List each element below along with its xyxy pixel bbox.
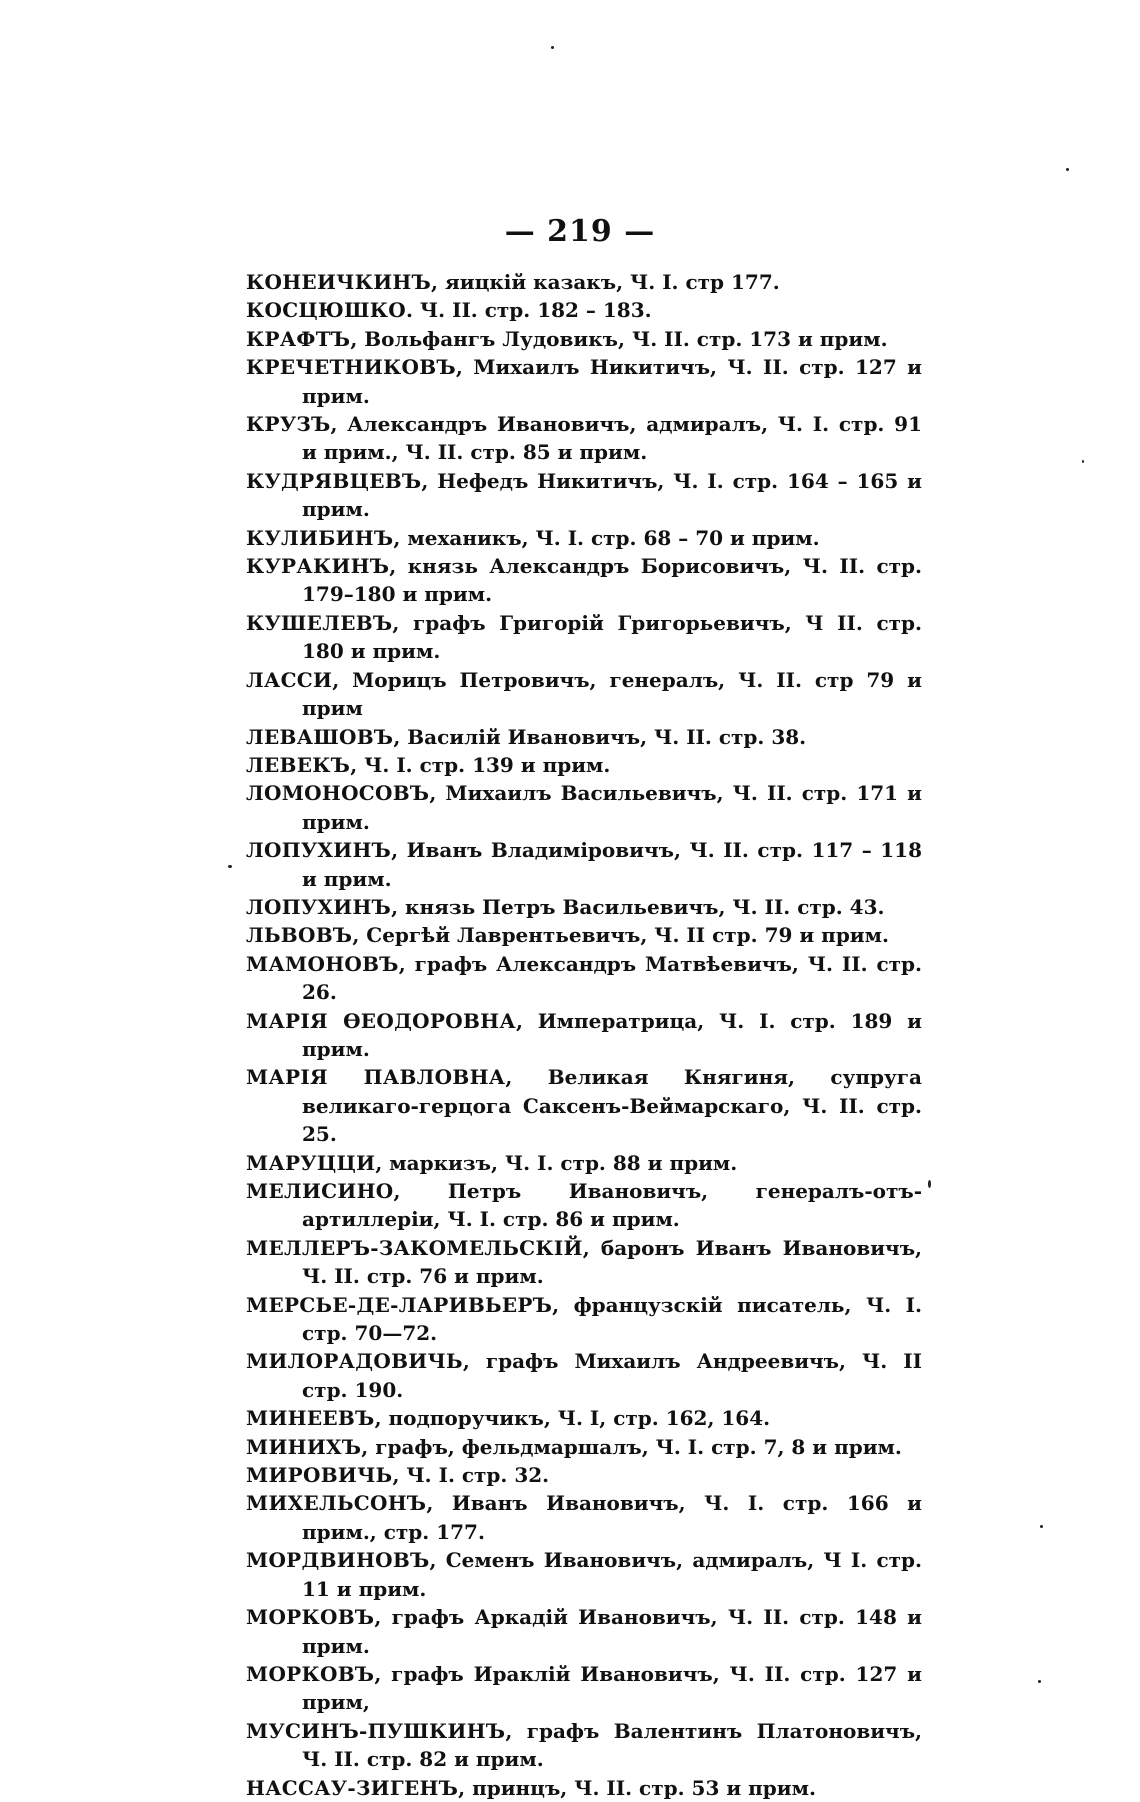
entry-description: , графъ Григорій Григорьевичъ, Ч II. стр. 180 и прим. — [302, 610, 922, 664]
entry-description: , механикъ, Ч. I. стр. 68 – 70 и прим. — [393, 525, 820, 550]
entry-name: КУРАКИНЪ — [246, 554, 390, 579]
entry-name: МУСИНЪ-ПУШКИНЪ — [246, 1718, 506, 1743]
entry-description: , Императрица, Ч. I. стр. 189 и прим. — [302, 1008, 922, 1061]
entry-name: МАМОНОВЪ — [246, 951, 399, 976]
entry-name: МАРІЯ ѲЕОДОРОВНА — [246, 1008, 516, 1033]
entry-name: КУДРЯВЦЕВЪ — [246, 468, 422, 493]
entry-name: ЛОПУХИНЪ — [246, 838, 392, 863]
index-entry — [246, 325, 922, 353]
index-entry — [246, 779, 922, 836]
entry-name: МИХЕЛЬСОНЪ — [246, 1491, 427, 1516]
index-entry — [246, 1660, 922, 1717]
entry-name: МАРІЯ ПАВЛОВНА — [246, 1065, 506, 1090]
entry-name: МИЛОРАДОВИЧЬ — [246, 1349, 463, 1374]
name-index-list — [246, 268, 922, 1802]
index-entry — [246, 552, 922, 609]
index-entry — [246, 353, 922, 410]
index-entry — [246, 1177, 922, 1234]
entry-name: КУШЕЛЕВЪ — [246, 610, 393, 635]
index-entry — [246, 1291, 922, 1348]
entry-name: ЛЕВЕКЪ — [246, 752, 351, 777]
entry-name: ЛАССИ — [246, 667, 333, 692]
entry-name: ЛОМОНОСОВЪ — [246, 781, 430, 806]
entry-description: , Нефедъ Никитичъ, Ч. I. стр. 164 – 165 и прим. — [302, 468, 922, 522]
entry-description: , графъ Михаилъ Андреевичъ, Ч. II стр. 190. — [302, 1349, 922, 1402]
entry-name: КОНЕИЧКИНЪ — [246, 270, 432, 294]
index-entry — [246, 1774, 922, 1802]
index-entry — [246, 296, 922, 324]
entry-description: , графъ Аркадій Ивановичъ, Ч. II. стр. 148 и прим. — [302, 1605, 922, 1658]
entry-description: , французскій писатель, Ч. I. стр. 70—72. — [302, 1292, 922, 1346]
entry-description: , Василій Ивановичъ, Ч. II. стр. 38. — [393, 724, 807, 749]
entry-description: , подпоручикъ, Ч. I, стр. 162, 164. — [374, 1406, 771, 1431]
index-entry — [246, 1347, 922, 1404]
index-entry — [246, 836, 922, 893]
index-entry — [246, 268, 922, 296]
entry-name: МИНЕЕВЪ — [246, 1406, 375, 1431]
entry-name: МОРДВИНОВЪ — [246, 1548, 430, 1573]
scan-speck — [228, 865, 232, 868]
index-entry — [246, 1234, 922, 1291]
entry-name: МАРУЦЦИ — [246, 1150, 376, 1175]
entry-name: МИНИХЪ — [246, 1434, 362, 1459]
page-number: — 219 — — [504, 214, 656, 249]
entry-name: МОРКОВЪ — [246, 1605, 375, 1630]
index-entry — [246, 1717, 922, 1774]
entry-description: , графъ Александръ Матвѣевичъ, Ч. II. стр. 26. — [302, 951, 922, 1005]
index-entry — [246, 751, 922, 779]
index-entry — [246, 1433, 922, 1461]
entry-description: , яицкій казакъ, Ч. I. стр 177. — [431, 270, 780, 294]
entry-name: МОРКОВЪ — [246, 1661, 375, 1686]
entry-name: КРАФТЪ — [246, 326, 351, 351]
entry-description: , Иванъ Владиміровичъ, Ч. II. стр. 117 – 118 и прим. — [302, 838, 922, 891]
entry-description: , принцъ, Ч. II. стр. 53 и прим. — [458, 1775, 816, 1800]
index-entry — [246, 609, 922, 666]
entry-description: , Сергѣй Лаврентьевичъ, Ч. II стр. 79 и прим. — [352, 923, 889, 948]
entry-description: , графъ Валентинъ Платоновичъ, Ч. II. стр. 82 и прим. — [302, 1718, 922, 1772]
index-entry — [246, 723, 922, 751]
scan-speck — [551, 46, 554, 49]
index-entry — [246, 1149, 922, 1177]
entry-name: ЛЕВАШОВЪ — [246, 724, 394, 749]
index-entry — [246, 524, 922, 552]
index-entry — [246, 410, 922, 467]
index-entry — [246, 893, 922, 921]
index-entry — [246, 1063, 922, 1148]
entry-description: , Морицъ Петровичъ, генералъ, Ч. II. стр 79 и прим — [302, 667, 922, 721]
entry-description: , графъ, фельдмаршалъ, Ч. I. стр. 7, 8 и прим. — [361, 1434, 902, 1459]
entry-name: МЕРСЬЕ-ДЕ-ЛАРИВЬЕРЪ — [246, 1292, 553, 1317]
entry-name: ЛОПУХИНЪ — [246, 894, 392, 919]
index-entry — [246, 1007, 922, 1064]
scan-speck — [1066, 168, 1069, 171]
entry-description: , Петръ Ивановичъ, генералъ-отъ-артиллеріи, Ч. I. стр. 86 и прим. — [302, 1179, 922, 1232]
entry-name: КРУЗЪ — [246, 412, 331, 437]
index-entry — [246, 666, 922, 723]
entry-name: МЕЛЛЕРЪ-ЗАКОМЕЛЬСКІЙ — [246, 1235, 583, 1260]
entry-description: , Михаилъ Васильевичъ, Ч. II. стр. 171 и прим. — [302, 781, 922, 834]
entry-description: , Иванъ Ивановичъ, Ч. I. стр. 166 и прим., стр. 177. — [302, 1491, 922, 1544]
index-entry — [246, 950, 922, 1007]
entry-name: МИРОВИЧЬ — [246, 1463, 393, 1488]
entry-description: , Вольфангъ Лудовикъ, Ч. II. стр. 173 и прим. — [350, 326, 888, 351]
entry-description: , Ч. I. стр. 32. — [392, 1463, 550, 1488]
entry-description: , Великая Княгиня, супруга великаго-герцога Саксенъ-Веймарскаго, Ч. II. стр. 25. — [302, 1065, 922, 1147]
index-entry — [246, 1489, 922, 1546]
entry-description: , Ч. I. стр. 139 и прим. — [350, 752, 611, 777]
entry-name: МЕЛИСИНО — [246, 1179, 394, 1203]
index-entry — [246, 1546, 922, 1603]
entry-description: , графъ Ираклій Ивановичъ, Ч. II. стр. 127 и прим, — [302, 1661, 922, 1715]
scan-speck — [1082, 460, 1084, 463]
index-entry — [246, 1404, 922, 1432]
entry-name: НАССАУ-ЗИГЕНЪ — [246, 1775, 459, 1800]
index-entry — [246, 1461, 922, 1489]
index-entry — [246, 1603, 922, 1660]
entry-description: , Михаилъ Никитичъ, Ч. II. стр. 127 и прим. — [302, 355, 922, 408]
entry-description: , Александръ Ивановичъ, адмиралъ, Ч. I. стр. 91 и прим., Ч. II. стр. 85 и прим. — [302, 412, 922, 465]
entry-name: КОСЦЮШКО — [246, 298, 406, 323]
index-entry — [246, 467, 922, 524]
index-entry — [246, 921, 922, 949]
entry-description: , князь Петръ Васильевичъ, Ч. II. стр. 43. — [391, 894, 885, 919]
scan-speck — [1038, 1680, 1041, 1683]
entry-description: , маркизъ, Ч. I. стр. 88 и прим. — [375, 1150, 738, 1175]
entry-description: , баронъ Иванъ Ивановичъ, Ч. II. стр. 76 и прим. — [302, 1235, 922, 1289]
entry-name: КРЕЧЕТНИКОВЪ — [246, 355, 456, 380]
entry-description: , князь Александръ Борисовичъ, Ч. II. стр. 179–180 и прим. — [302, 554, 922, 607]
scan-speck — [928, 1180, 931, 1188]
entry-name: ЛЬВОВЪ — [246, 923, 353, 948]
scan-speck — [1040, 1525, 1043, 1528]
entry-name: КУЛИБИНЪ — [246, 525, 394, 550]
entry-description: . Ч. II. стр. 182 – 183. — [405, 298, 652, 323]
entry-description: , Семенъ Ивановичъ, адмиралъ, Ч I. стр. 11 и прим. — [302, 1548, 922, 1601]
